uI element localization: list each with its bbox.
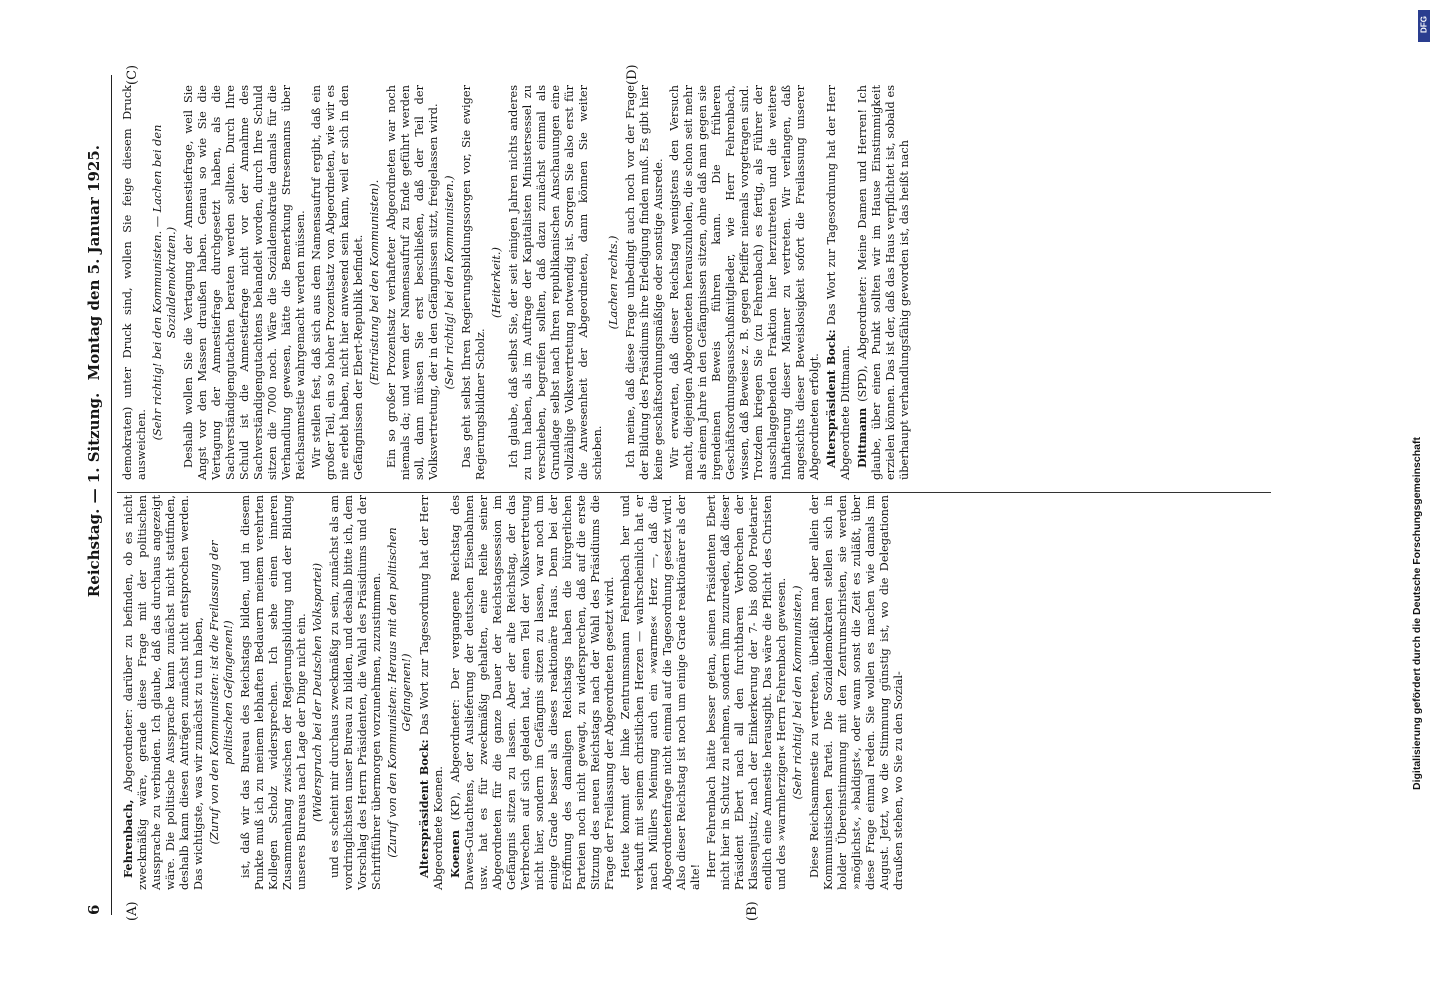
- speaker-name: Dittmann: [855, 407, 869, 468]
- speech-paragraph: [448, 495, 617, 890]
- page-content: [65, 65, 1285, 925]
- side-note-text: Digitalisierung gefördert durch die Deutsche Forschungsgemeinschaft: [1411, 437, 1423, 790]
- body-paragraph: Wir stellen fest, daß sich aus dem Namensaufruf ergibt, daß ein großer Teil, ein so hoher Prozentsatz von Abgeordneten, wie wir es nie erlebt haben, nicht hier anwesend sein kann, weil er sich in den Gefängnissen der Ebert-Republik befindet.: [310, 85, 365, 480]
- speaker-role: (SPD), Abgeordneter:: [856, 276, 869, 408]
- speech-text: Meine Damen und Herren! Ich glaube, über einen Punkt sollten wir im Hause Einstimmigkeit erzielen können. Das ist der, daß das Haus verpflichtet ist, sobald es überhaupt verhandlungsfähig geworden ist, das heißt nach: [856, 85, 911, 480]
- body-paragraph: Herr Fehrenbach hätte besser getan, seinen Präsidenten Ebert nicht hier in Schutz zu nehmen, sondern ihm zuzureden, daß dieser Präsident Ebert nach all den furchtbaren Verbrechen der Klassenjustiz, nach der Einkerkerung der 7- bis 8000 Proletarier endlich eine Amnestie herausgibt. Das wäre die Pflicht des Christen und des »warmherzigen« Herrn Fehrenbach gewesen.: [705, 495, 788, 890]
- body-paragraph: Das geht selbst Ihren Regierungsbildungssorgen vor, Sie ewiger Regierungsbildner Scholz.: [460, 85, 487, 480]
- body-paragraph: und es scheint mir durchaus zweckmäßig zu sein, zunächst als am vordringlichsten unser Bureau zu bilden, und deshalb bitte ich, dem Vorschlag des Herrn Präsidenten, die Wahl des Präsidiums und der Schriftführer übermorgen vorzunehmen, zuzustimmen.: [328, 495, 383, 890]
- rotated-page-frame: [65, 65, 1285, 925]
- body-paragraph: Ein so großer Prozentsatz verhafteter Abgeordneten war noch niemals da; und wenn der Namensaufruf zu Ende geführt werden soll, dann müssen Sie erst beschließen, daß der Teil der Volksvertretung, der in den Gefängnissen sitzt, freigelassen wird.: [385, 85, 440, 480]
- body-paragraph: demokraten) unter Druck sind, wollen Sie feige diesem Druck ausweichen.: [121, 85, 148, 480]
- speech-text: Der vergangene Reichstag des Dawes-Gutachtens, der Auslieferung der deutschen Eisenbahnen usw. hat es für zweckmäßig gehalten, eine Reihe seiner Abgeordneten für die ganze Dauer der Reichstagssession im Gefängnis sitzen zu lassen. Aber der alte Reichstag, der das Verbrechen auf sich geladen hat, einen Teil der Volksvertretung nicht hier, sondern im Gefängnis sitzen zu lassen, war noch um einige Grade besser als dieses reaktionäre Haus. Denn bei der Eröffnung des damaligen Reichstags haben die bürgerlichen Parteien noch nicht gewagt, zu widersprechen, daß auf die erste Sitzung des neuen Reichstags nach der Wahl des Präsidiums die Frage der Freilassung der Abgeordneten gesetzt wird.: [449, 495, 616, 890]
- header-rule: [111, 75, 112, 915]
- interjection: (Heiterkeit.): [490, 247, 503, 318]
- page-number: 6: [85, 904, 103, 915]
- interjection: (Zuruf von den Kommunisten: ist die Freilassung der politischen Gefangenen!): [208, 540, 235, 845]
- speech-paragraph: [855, 85, 912, 480]
- speaker-role: Abgeordneter:: [122, 708, 135, 800]
- header-title: Reichstag. — 1. Sitzung.: [85, 392, 103, 598]
- body-paragraph: Diese Reichsamnestie zu vertreten, überläßt man aber allein der Kommunistischen Partei. Die Sozialdemokraten stellen sich in holder Übereinstimmung mit den Zentrumschristen, sie werden »möglichst«, »baldigst«, oder wann sonst die Zeit es zuläßt, über diese Frage einmal reden. Sie wollen es machen wie damals im August. Jetzt, wo die Stimmung günstig ist, wo die Delegationen draußen stehen, wo Sie zu den Sozial-: [808, 495, 905, 890]
- margin-mark-c: (C): [125, 64, 140, 85]
- interjection: (Sehr richtig! bei den Kommunisten.): [791, 585, 804, 800]
- speaker-role: (KP), Abgeordneter:: [449, 699, 462, 831]
- interjection: (Sehr richtig! bei den Kommunisten.): [443, 175, 456, 390]
- header-date: Montag den 5. Januar 1925.: [85, 145, 103, 381]
- speech-text: darüber zu befinden, ob es nicht zweckmäßig wäre, gerade diese Frage mit der politischen Aussprache zu verbinden. Ich glaube, daß das durchaus angezeigt wäre. Die politische Aussprache kann zunächst nicht stattfinden, deshalb kann diesen Anträgen zunächst nicht entsprochen werden. Das wichtigste, was wir zunächst zu tun haben,: [122, 495, 205, 890]
- speaker-name: Alterspräsident Bock:: [417, 739, 431, 878]
- speech-paragraph: [121, 495, 206, 890]
- speaker-name: Koenen: [448, 830, 462, 878]
- dfg-logo-text: DFG: [1419, 16, 1429, 33]
- body-paragraph: ist, daß wir das Bureau des Reichstags bilden, und in diesem Punkte muß ich zu meinem lebhaften Bedauern meinem verehrten Kollegen Scholz widersprechen. Ich sehe einen inneren Zusammenhang zwischen der Regierungsbildung und der Bildung unseres Bureaus nach Lage der Dinge nicht ein.: [239, 495, 308, 890]
- right-column: [121, 85, 914, 480]
- margin-mark-b: (B): [745, 901, 760, 921]
- margin-mark-d: (D): [625, 64, 640, 85]
- body-paragraph: Deshalb wollen Sie die Vertagung der Amnestiefrage, weil Sie Angst vor den Massen draußen haben. Genau so wie Sie die Vertagung der Amnestiefrage durchgesetzt haben, als die Sachverständigengutachten beraten werden sollten. Durch Ihre Schuld ist die Amnestiefrage nicht vor der Annahme des Sachverständigengutachtens behandelt worden, durch Ihre Schuld sitzen die 7000 noch. Wäre die Sozialdemokratie damals für die Verhandlung gewesen, hätte die Bemerkung Stresemanns über Reichsamnestie wahrgemacht werden müssen.: [182, 85, 307, 480]
- left-column: [121, 495, 908, 890]
- body-paragraph: Ich meine, daß diese Frage unbedingt auch noch vor der Frage der Bildung des Präsidiums ihre Erledigung finden muß. Es gibt hier keine geschäftsordnungsmäßige oder sonstige Ausrede.: [624, 85, 665, 480]
- body-paragraph: Wir erwarten, daß dieser Reichstag wenigstens den Versuch macht, diejenigen Abgeordneten herauszuholen, die schon seit mehr als einem Jahre in den Gefängnissen sitzen, ohne daß man gegen sie irgendeinen Beweis führen kann. Die früheren Geschäftsordnungsausschußmitglieder, wie Herr Fehrenbach, wissen, daß Beweise z. B. gegen Pfeiffer niemals vorgetragen sind. Trotzdem kriegen Sie (zu Fehrenbach) es fertig, als Führer der ausschlaggebenden Fraktion hier herzutreten und die weitere Inhaftierung dieser Männer zu vertreten. Wir verlangen, daß angesichts dieser Beweislosigkeit sofort die Freilassung unserer Abgeordneten erfolgt.: [668, 85, 821, 480]
- interjection: (Lachen rechts.): [607, 235, 620, 330]
- column-divider: [117, 492, 1271, 493]
- speech-paragraph: [417, 495, 446, 890]
- running-header: [85, 75, 109, 915]
- margin-mark-a: (A): [125, 901, 140, 921]
- side-note: [1408, 0, 1432, 1000]
- speech-text: Das Wort zur Tagesordnung hat der Herr Abgeordnete Dittmann.: [825, 85, 852, 480]
- speech-text: Das Wort zur Tagesordnung hat der Herr Abgeordnete Koenen.: [418, 495, 445, 890]
- interjection: (Widerspruch bei der Deutschen Volkspartei): [311, 563, 324, 822]
- interjection: (Zuruf von den Kommunisten: Heraus mit den politischen Gefangenen!): [386, 527, 413, 858]
- speaker-name: Alterspräsident Bock:: [824, 329, 838, 468]
- speech-paragraph: [824, 85, 853, 480]
- speaker-name: Fehrenbach,: [121, 799, 135, 878]
- body-paragraph: Ich glaube, daß selbst Sie, der seit einigen Jahren nichts anderes zu tun haben, als im Auftrage der Kapitalisten Ministersessel zu verschieben, begreifen sollten, daß dazu zunächst einmal als Grundlage selbst nach Ihren republikanischen Anschauungen eine vollzählige Volksvertretung notwendig ist. Sorgen Sie also erst für die Anwesenheit der Abgeordneten, dann können Sie weiter schieben.: [507, 85, 604, 480]
- interjection: (Entrüstung bei den Kommunisten).: [368, 179, 381, 386]
- body-paragraph: Heute kommt der linke Zentrumsmann Fehrenbach her und verkauft mit seinem christlichen Herzen — wahrscheinlich hat er nach Müllers Meinung auch ein »warmes« Herz —, daß die Abgeordnetenfrage nicht einmal auf die Tagesordnung gesetzt wird. Also dieser Reichstag ist noch um einige Grade reaktionärer als der alte!: [619, 495, 702, 890]
- interjection: (Sehr richtig! bei den Kommunisten. — Lachen bei den Sozialdemokraten.): [151, 124, 178, 441]
